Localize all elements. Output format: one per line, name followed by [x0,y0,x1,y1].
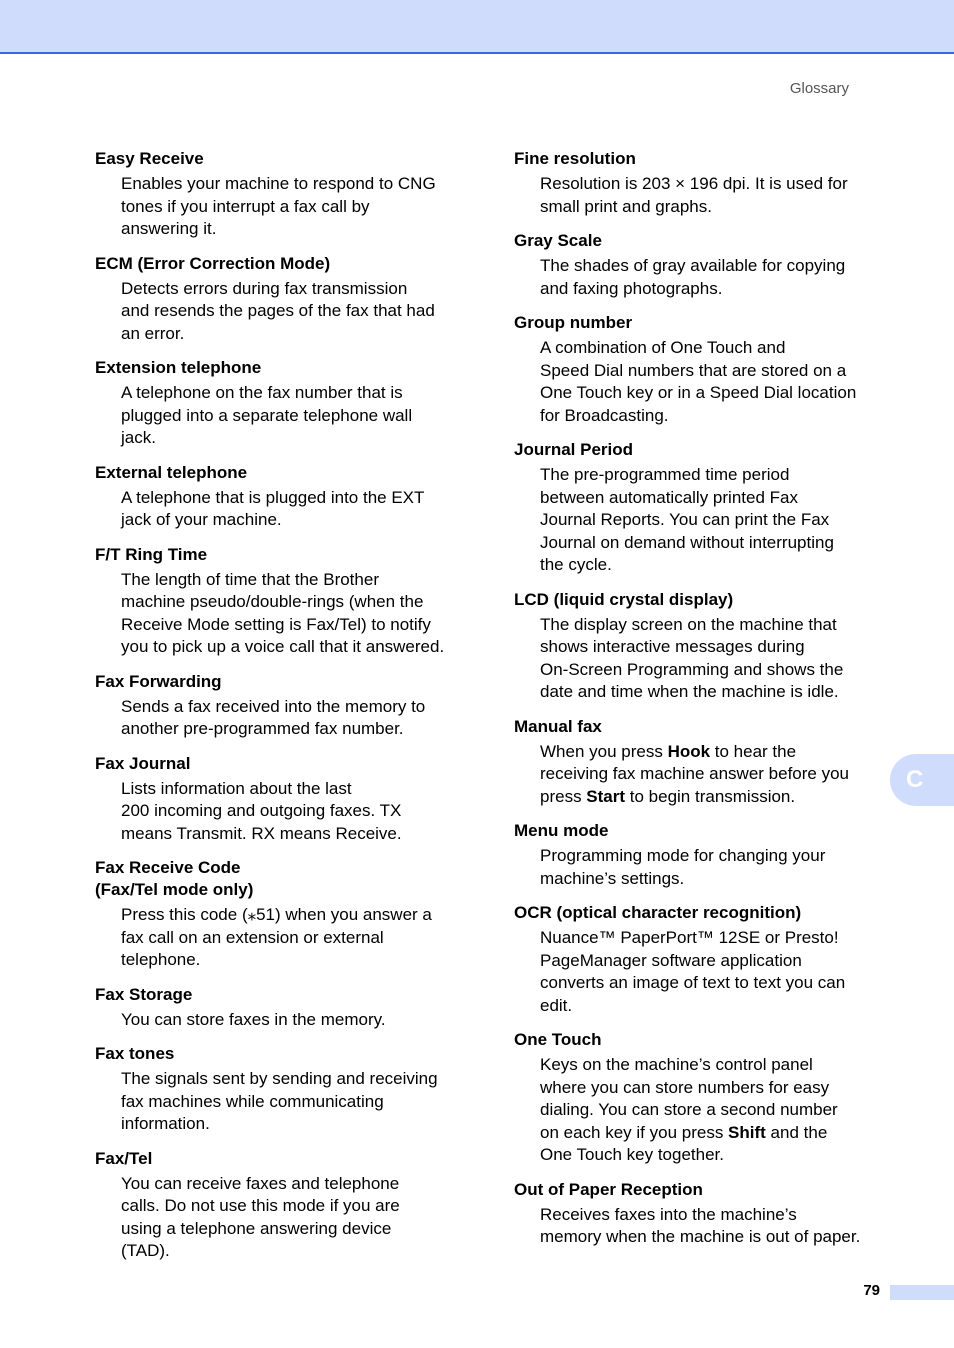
definition-line: jack. [121,428,156,447]
definition-line: Speed Dial numbers that are stored on a [540,360,847,380]
definition-text: dialing. You can store a second number [540,1100,838,1119]
glossary-term: Group number [514,313,633,332]
glossary-definition [514,1054,886,1167]
definition-line: machine’s settings. [540,868,685,888]
glossary-definition [514,741,886,809]
definition-line [540,1077,886,1100]
definition-text: One Touch key together. [540,1145,724,1164]
definition-line: jack of your machine. [121,510,282,529]
definition-line: Enables your machine to respond to CNG [121,174,436,193]
definition-line [540,786,886,809]
glossary-term-qualifier: (Fax/Tel mode only) [95,880,254,899]
definition-line: Press this code (⁎51) when you answer a [121,905,432,924]
definition-line: The signals sent by sending and receiving [121,1069,438,1088]
glossary-definition [514,614,886,704]
glossary-term: Fax Forwarding [95,671,222,691]
glossary-entry [514,1029,886,1167]
glossary-entry [95,462,467,532]
definition-line [540,1054,886,1077]
glossary-entry [95,1043,467,1136]
definition-line: converts an image of text to text you can [540,973,846,992]
definition-line: The length of time that the Brother [121,569,379,589]
definition-line: plugged into a separate telephone wall [121,405,413,425]
glossary-definition [514,173,886,218]
definition-line: Resolution is 203 × 196 dpi. It is used for [540,174,848,193]
glossary-definition [514,1204,886,1249]
glossary-term: Fine resolution [514,149,636,168]
glossary-term: Fax tones [95,1044,175,1063]
definition-line [540,1099,886,1122]
glossary-definition [95,173,467,241]
glossary-entry [514,589,886,704]
glossary-term: ECM (Error Correction Mode) [95,253,331,273]
definition-line: Receive Mode setting is Fax/Tel) to notify [121,614,431,634]
definition-line: Detects errors during fax transmission [121,278,408,298]
glossary-definition [95,696,467,741]
glossary-term: Easy Receive [95,149,204,168]
glossary-term: Extension telephone [95,358,262,377]
glossary-definition [514,927,886,1017]
definition-line: an error. [121,323,185,343]
glossary-term: OCR (optical character recognition) [514,903,802,922]
definition-line: Nuance™ PaperPort™ 12SE or Presto! [540,928,839,947]
glossary-term: External telephone [95,462,248,482]
glossary-term: F/T Ring Time [95,544,208,564]
definition-text: press [540,786,587,806]
definition-line: means Transmit. RX means Receive. [121,823,402,843]
key-name: Shift [728,1122,766,1142]
definition-line: answering it. [121,219,217,238]
definition-line: Journal on demand without interrupting [540,532,834,552]
glossary-entry [95,357,467,450]
glossary-definition [95,487,467,532]
definition-line: The display screen on the machine that [540,614,837,634]
glossary-definition [95,904,467,972]
definition-text: on each key if you press [540,1122,729,1142]
glossary-entry [514,716,886,809]
glossary-definition [95,1068,467,1136]
glossary-entry [95,544,467,659]
definition-line [540,1122,886,1145]
definition-line: fax machines while communicating [121,1091,384,1111]
definition-line: machine pseudo/double-rings (when the [121,592,424,611]
definition-text: where you can store numbers for easy [540,1077,830,1097]
glossary-definition [95,1009,467,1032]
running-head: Glossary [789,80,849,97]
definition-line: date and time when the machine is idle. [540,682,839,701]
page-number: 79 [863,1282,880,1299]
definition-line: information. [121,1114,210,1133]
glossary-entry [514,902,886,1017]
definition-line: Lists information about the last [121,778,352,798]
definition-line: between automatically printed Fax [540,487,798,507]
definition-line: One Touch key or in a Speed Dial location [540,383,857,402]
glossary-definition [514,464,886,577]
definition-line: The shades of gray available for copying [540,256,846,275]
chapter-tab [890,754,954,806]
definition-line: The pre-programmed time period [540,465,790,484]
glossary-term: LCD (liquid crystal display) [514,589,734,609]
glossary-definition [514,845,886,890]
definition-line: A telephone on the fax number that is [121,383,403,402]
definition-line: another pre-programmed fax number. [121,719,404,738]
glossary-entry [95,984,467,1032]
definition-line: and faxing photographs. [540,278,723,298]
glossary-definition [95,778,467,846]
definition-line: Programming mode for changing your [540,846,826,865]
definition-line: PageManager software application [540,950,802,970]
definition-line: Receives faxes into the machine’s [540,1204,797,1224]
glossary-entry [514,439,886,577]
definition-line: using a telephone answering device [121,1218,392,1238]
definition-line: small print and graphs. [540,196,712,216]
definition-line: edit. [540,995,573,1015]
glossary-entry [95,857,467,972]
glossary-left-column [95,148,467,1275]
definition-line: you to pick up a voice call that it answered. [121,637,445,656]
glossary-entry [514,148,886,218]
glossary-term: Fax Storage [95,984,193,1004]
glossary-entry [95,253,467,346]
definition-line: for Broadcasting. [540,405,669,425]
header-band [0,0,954,54]
definition-text: to hear the [710,741,797,761]
key-name: Start [586,786,626,806]
key-name: Hook [667,741,711,761]
definition-text: receiving fax machine answer before you [540,764,849,783]
glossary-entry [95,753,467,846]
glossary-right-column [514,148,886,1261]
glossary-term: Fax Journal [95,753,191,773]
definition-line: You can store faxes in the memory. [121,1009,386,1029]
glossary-definition [95,382,467,450]
definition-text: and the [765,1122,828,1142]
glossary-term: One Touch [514,1030,602,1049]
definition-text: Keys on the machine’s control panel [540,1055,813,1074]
definition-line: fax call on an extension or external [121,927,384,947]
definition-line: and resends the pages of the fax that had [121,301,435,320]
definition-text: When you press [540,741,668,761]
glossary-term: Out of Paper Reception [514,1179,703,1199]
glossary-term: Journal Period [514,440,634,459]
glossary-entry [95,1148,467,1263]
definition-line: 200 incoming and outgoing faxes. TX [121,801,402,820]
definition-line: On-Screen Programming and shows the [540,659,844,679]
glossary-entry [514,1179,886,1249]
footer-band [890,1285,954,1300]
glossary-term: Gray Scale [514,231,602,250]
glossary-definition [95,278,467,346]
definition-line [540,1144,886,1167]
definition-line [540,741,886,764]
definition-line: You can receive faxes and telephone [121,1173,400,1193]
glossary-definition [95,1173,467,1263]
glossary-term: Fax/Tel [95,1148,153,1168]
glossary-entry [514,312,886,427]
glossary-entry [95,148,467,241]
glossary-term: Fax Receive Code [95,858,241,877]
definition-line: A telephone that is plugged into the EXT [121,487,425,507]
definition-line: tones if you interrupt a fax call by [121,196,370,216]
glossary-definition [95,569,467,659]
definition-line: Journal Reports. You can print the Fax [540,510,830,529]
definition-line: memory when the machine is out of paper. [540,1227,861,1246]
glossary-term: Menu mode [514,821,609,840]
definition-text: to begin transmission. [625,786,796,806]
definition-line: calls. Do not use this mode if you are [121,1196,400,1215]
definition-line [540,763,886,786]
glossary-entry [514,230,886,300]
definition-line: (TAD). [121,1241,170,1260]
glossary-definition [514,337,886,427]
definition-line: A combination of One Touch and [540,338,786,357]
chapter-letter: C [906,766,924,793]
definition-line: shows interactive messages during [540,637,805,656]
glossary-entry [514,820,886,890]
glossary-entry [95,671,467,741]
definition-line: the cycle. [540,555,612,574]
definition-line: telephone. [121,950,201,969]
definition-line: Sends a fax received into the memory to [121,696,426,716]
glossary-definition [514,255,886,300]
glossary-term: Manual fax [514,716,602,736]
